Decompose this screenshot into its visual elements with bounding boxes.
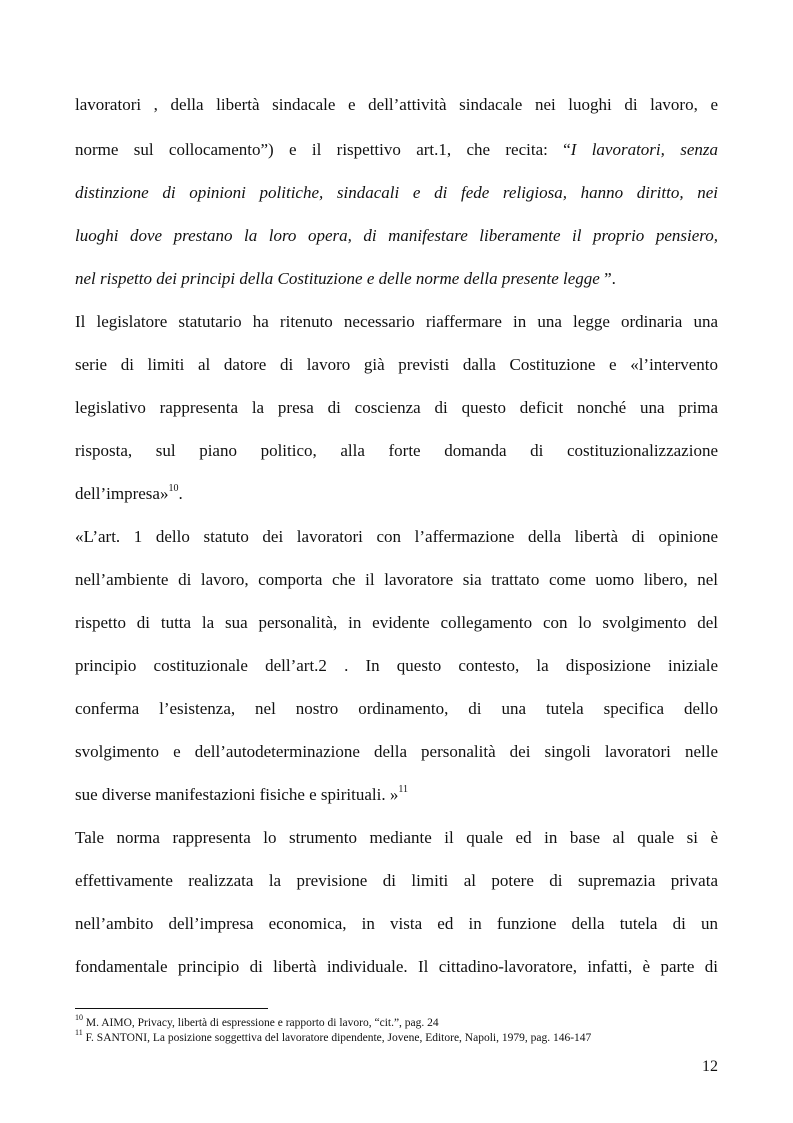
- footnote-11-text: F. SANTONI, La posizione soggettiva del lavoratore dipendente, Jovene, Editore, Napoli, 1979, pag. 146-147: [82, 1032, 592, 1044]
- body-line-1: lavoratori , della libertà sindacale e dell’attività sindacale nei luoghi di lavoro, e: [75, 95, 718, 114]
- body-line-3: distinzione di opinioni politiche, sindacali e di fede religiosa, hanno diritto, nei: [75, 183, 718, 202]
- footnote-ref-11[interactable]: 11: [398, 784, 409, 796]
- line-2-quote-start: I lavoratori, senza: [570, 140, 719, 159]
- line-10-period: .: [178, 484, 183, 503]
- body-line-11: «L’art. 1 dello statuto dei lavoratori con l’affermazione della libertà di opinione: [75, 527, 718, 546]
- body-line-14: principio costituzionale dell’art.2 . In questo contesto, la disposizione iniziale: [75, 656, 718, 675]
- body-line-20: nell’ambito dell’impresa economica, in vista ed in funzione della tutela di un: [75, 914, 718, 933]
- line-5-closing: ”.: [599, 269, 616, 288]
- body-line-19: effettivamente realizzata la previsione di limiti al potere di supremazia privata: [75, 871, 718, 890]
- footnote-11: [75, 1028, 592, 1045]
- body-line-10: [75, 484, 718, 504]
- body-line-15: conferma l’esistenza, nel nostro ordinamento, di una tutela specifica dello: [75, 699, 718, 718]
- body-line-7: serie di limiti al datore di lavoro già previsti dalla Costituzione e «l’intervento: [75, 355, 718, 374]
- body-line-16: svolgimento e dell’autodeterminazione della personalità dei singoli lavoratori nelle: [75, 742, 718, 761]
- line-2-text: norme sul collocamento”) e il rispettivo art.1, che recita: “: [75, 140, 571, 159]
- footnote-10: [75, 1013, 439, 1030]
- body-line-8: legislativo rappresenta la presa di coscienza di questo deficit nonché una prima: [75, 398, 718, 417]
- footnote-10-text: M. AIMO, Privacy, libertà di espressione e rapporto di lavoro, “cit.”, pag. 24: [83, 1017, 439, 1029]
- body-line-18: Tale norma rappresenta lo strumento mediante il quale ed in base al quale si è: [75, 828, 718, 847]
- footnote-11-number: 11: [75, 1028, 83, 1038]
- body-line-5: [75, 269, 718, 289]
- body-line-13: rispetto di tutta la sua personalità, in evidente collegamento con lo svolgimento del: [75, 613, 718, 632]
- line-10-text: dell’impresa»: [75, 484, 169, 503]
- footnote-separator: [75, 1008, 268, 1009]
- line-5-quote-end: nel rispetto dei principi della Costituzione e delle norme della presente legge: [75, 269, 600, 288]
- body-line-2: [75, 140, 718, 160]
- footnote-ref-10[interactable]: 10: [168, 483, 179, 495]
- page-number: 12: [702, 1058, 718, 1075]
- body-line-6: Il legislatore statutario ha ritenuto necessario riaffermare in una legge ordinaria una: [75, 312, 718, 331]
- body-line-17: [75, 785, 718, 805]
- line-17-text: sue diverse manifestazioni fisiche e spirituali. »: [75, 785, 399, 804]
- footnote-10-number: 10: [75, 1013, 83, 1023]
- body-line-12: nell’ambiente di lavoro, comporta che il lavoratore sia trattato come uomo libero, nel: [75, 570, 718, 589]
- body-line-4: luoghi dove prestano la loro opera, di manifestare liberamente il proprio pensiero,: [75, 226, 718, 245]
- body-line-9: risposta, sul piano politico, alla forte domanda di costituzionalizzazione: [75, 441, 718, 460]
- body-line-21: fondamentale principio di libertà individuale. Il cittadino-lavoratore, infatti, è parte di: [75, 957, 718, 976]
